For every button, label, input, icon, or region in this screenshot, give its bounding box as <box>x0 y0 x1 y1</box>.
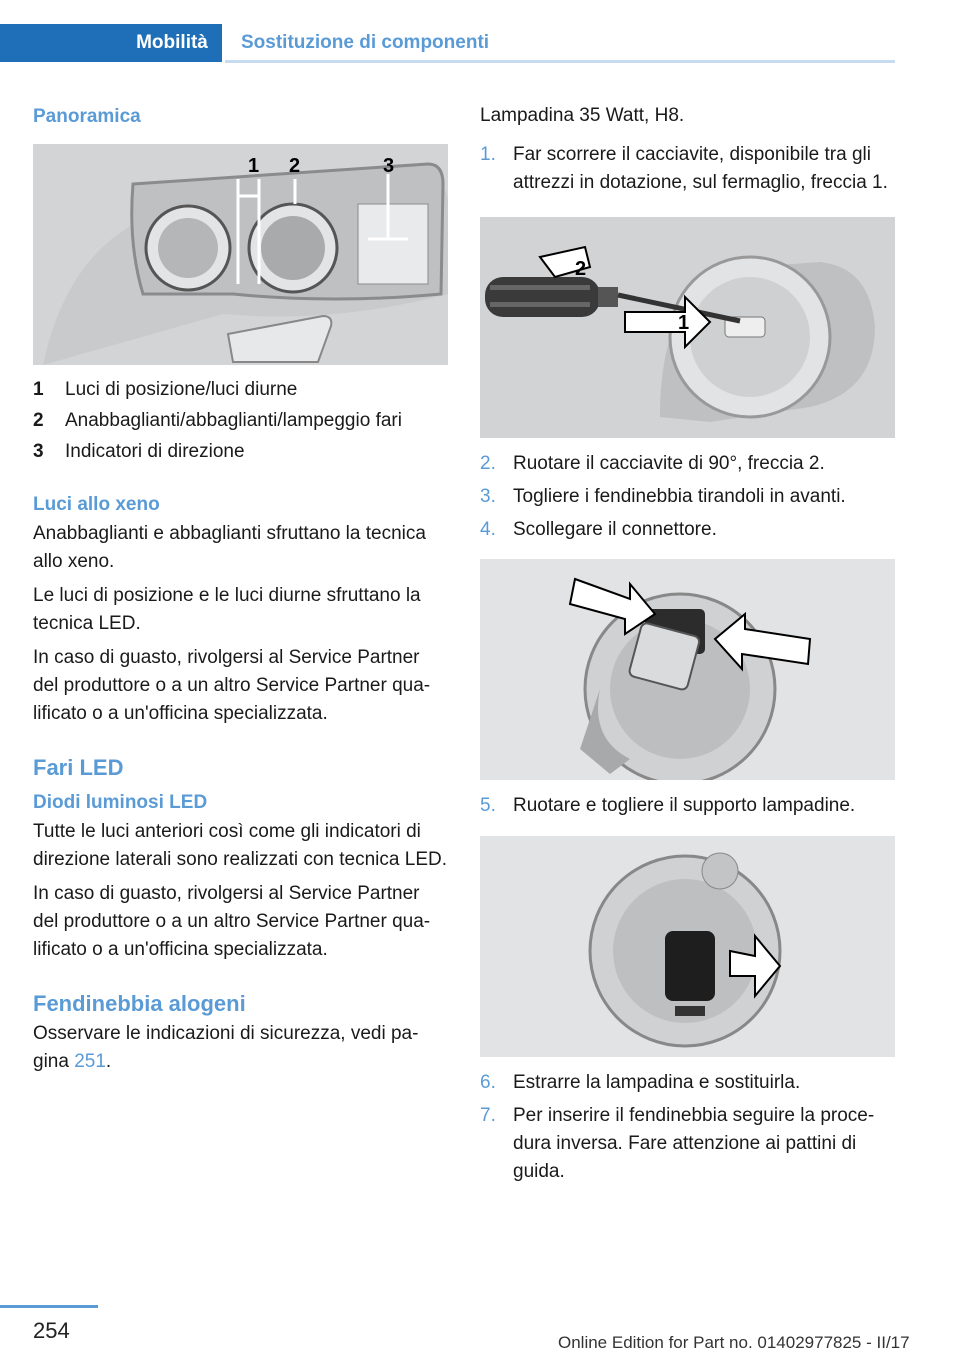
step-number: 4. <box>480 519 496 540</box>
left-column <box>33 100 448 1076</box>
step-text: Scollegare il connettore. <box>513 519 717 540</box>
step-item <box>480 792 895 820</box>
heading-diodi-led: Diodi luminosi LED <box>33 792 208 813</box>
header-underline <box>225 60 895 63</box>
paragraph-led-2: In caso di guasto, rivolgersi al Service Partner del produttore o a un altro Service Partner qualificato o a un'officina specializzata. <box>33 883 431 960</box>
step-number: 7. <box>480 1105 496 1126</box>
legend-item <box>33 374 448 405</box>
callout-2: 2 <box>289 155 301 177</box>
intro-lampadina: Lampadina 35 Watt, H8. <box>480 105 685 126</box>
callout-3: 3 <box>383 155 395 177</box>
step-item <box>480 516 895 544</box>
step-item <box>480 1069 895 1097</box>
figure-bulb-holder <box>480 836 895 1057</box>
bulb-holder-illustration <box>480 836 895 1057</box>
header-tab-mobilita[interactable]: Mobilità <box>122 24 222 62</box>
step-number: 5. <box>480 795 496 816</box>
legend-text: Anabbaglianti/abbaglianti/lampeggio fari <box>65 410 402 431</box>
screwdriver-illustration <box>480 217 895 438</box>
legend-number: 1 <box>33 379 44 400</box>
paragraph-xeno-3: In caso di guasto, rivolgersi al Service Partner del produttore o a un altro Service Partner qualificato o a un'officina specializzata. <box>33 647 431 724</box>
callout-1: 1 <box>248 155 260 177</box>
figure-screwdriver <box>480 217 895 438</box>
fog-text-end: . <box>105 1051 112 1072</box>
headlight-illustration <box>33 144 448 365</box>
callout-1: 1 <box>678 312 690 334</box>
header-tab-section[interactable]: Sostituzione di componenti <box>225 24 895 62</box>
legend-text: Indicatori di direzione <box>65 441 245 462</box>
step-number: 2. <box>480 453 496 474</box>
step-number: 1. <box>480 144 496 165</box>
footer-accent-line <box>0 1305 98 1308</box>
figure-connector <box>480 559 895 780</box>
callout-2: 2 <box>575 258 587 280</box>
page-link-251[interactable]: 251 <box>74 1051 106 1072</box>
figure-headlight <box>33 144 448 365</box>
fog-text: Osservare le indicazioni di sicurezza, vedi pagina <box>33 1023 419 1072</box>
step-number: 3. <box>480 486 496 507</box>
right-column <box>480 100 895 1186</box>
legend-item <box>33 405 448 436</box>
edition-label: Online Edition for Part no. 01402977825 - II/17 <box>558 1333 910 1352</box>
step-text: Ruotare e togliere il supporto lampadine. <box>513 795 856 816</box>
connector-illustration <box>480 559 895 780</box>
heading-panoramica: Panoramica <box>33 106 141 127</box>
step-item <box>480 483 895 511</box>
step-item <box>480 141 895 197</box>
step-item <box>480 450 895 478</box>
step-text: Per inserire il fendinebbia seguire la procedura inversa. Fare attenzione ai pattini di guida. <box>513 1105 875 1182</box>
legend-text: Luci di posizione/luci diurne <box>65 379 298 400</box>
legend-number: 2 <box>33 410 44 431</box>
heading-luci-xeno: Luci allo xeno <box>33 494 160 515</box>
header-bar-left <box>0 24 122 62</box>
legend-number: 3 <box>33 441 44 462</box>
steps-list-a <box>480 450 895 544</box>
heading-fari-led: Fari LED <box>33 755 124 780</box>
step-item <box>480 1102 895 1186</box>
paragraph-xeno-2: Le luci di posizione e le luci diurne sfruttano la tecnica LED. <box>33 585 421 634</box>
step-number: 6. <box>480 1072 496 1093</box>
steps-list-b <box>480 1069 895 1186</box>
paragraph-fendinebbia <box>33 1020 448 1076</box>
legend-item <box>33 436 448 467</box>
legend-list <box>33 374 448 467</box>
paragraph-xeno-1: Anabbaglianti e abbaglianti sfruttano la tecnica allo xeno. <box>33 523 426 572</box>
step-text: Estrarre la lampadina e sostituirla. <box>513 1072 801 1093</box>
paragraph-led-1: Tutte le luci anteriori così come gli indicatori di direzione laterali sono realizzati con tecnica LED. <box>33 821 447 870</box>
step-text: Togliere i fendinebbia tirandoli in avanti. <box>513 486 846 507</box>
heading-fendinebbia: Fendinebbia alogeni <box>33 991 246 1016</box>
page-number: 254 <box>33 1318 70 1343</box>
step-text: Far scorrere il cacciavite, disponibile tra gli attrezzi in dotazione, sul fermaglio, freccia 1. <box>513 144 888 193</box>
step-text: Ruotare il cacciavite di 90°, freccia 2. <box>513 453 825 474</box>
